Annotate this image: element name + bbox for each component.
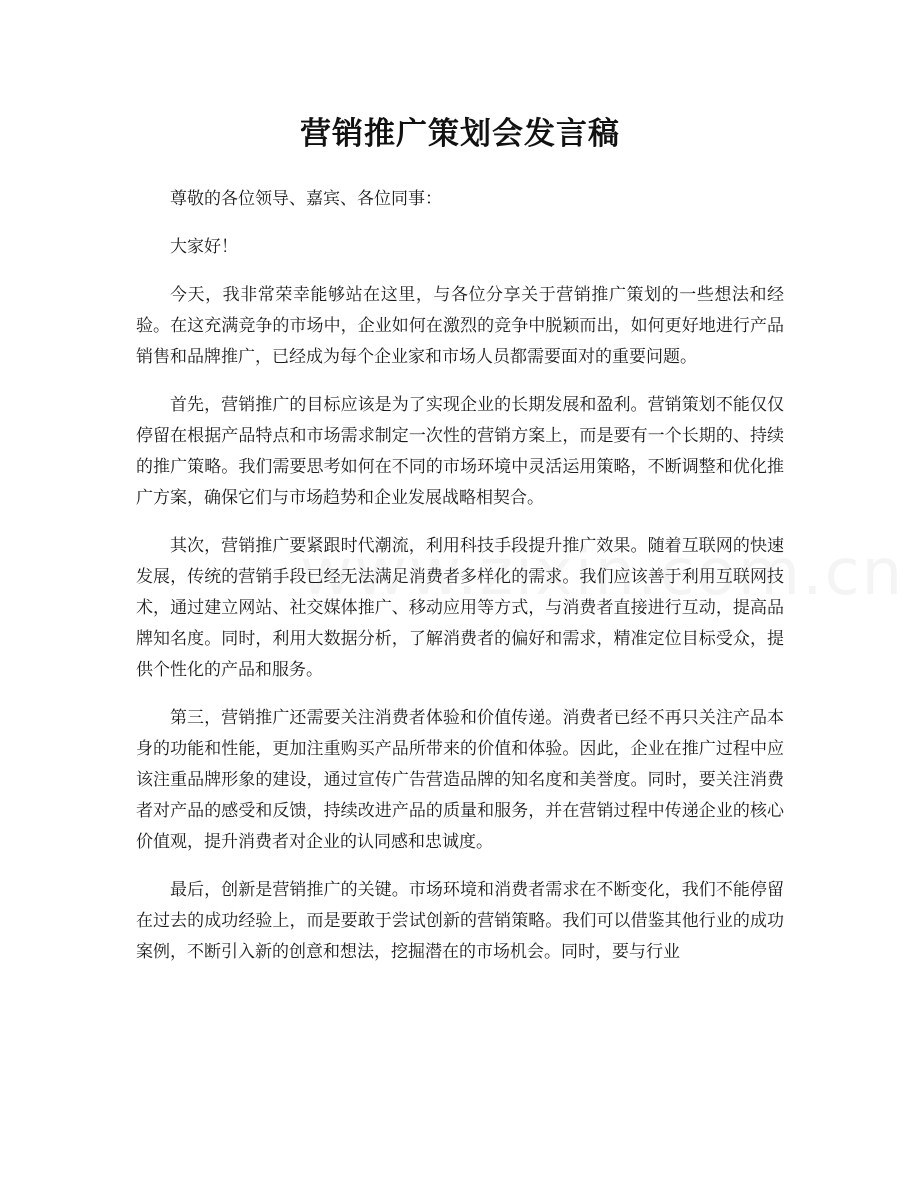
final-point-paragraph: 最后，创新是营销推广的关键。市场环境和消费者需求在不断变化，我们不能停留在过去的成功经验上，而是要敢于尝试创新的营销策略。我们可以借鉴其他行业的成功案例，不断引入新的创意和想法，挖掘潜在的市场机会。同时，要与行业: [136, 880, 784, 962]
document-body: [136, 184, 784, 985]
document-title: 营销推广策划会发言稿: [300, 116, 620, 152]
intro-paragraph: 今天，我非常荣幸能够站在这里，与各位分享关于营销推广策划的一些想法和经验。在这充满竞争的市场中，企业如何在激烈的竞争中脱颖而出，如何更好地进行产品销售和品牌推广，已经成为每个企业家和市场人员都需要面对的重要问题。: [136, 285, 784, 367]
greeting-paragraph: 大家好！: [170, 237, 238, 257]
second-point-paragraph: 其次，营销推广要紧跟时代潮流，利用科技手段提升推广效果。随着互联网的快速发展，传统的营销手段已经无法满足消费者多样化的需求。我们应该善于利用互联网技术，通过建立网站、社交媒体推广、移动应用等方式，与消费者直接进行互动，提高品牌知名度。同时，利用大数据分析，了解消费者的偏好和需求，精准定位目标受众，提供个性化的产品和服务。: [136, 536, 784, 680]
salutation-paragraph: 尊敬的各位领导、嘉宾、各位同事：: [170, 189, 442, 209]
first-point-paragraph: 首先，营销推广的目标应该是为了实现企业的长期发展和盈利。营销策划不能仅仅停留在根据产品特点和市场需求制定一次性的营销方案上，而是要有一个长期的、持续的推广策略。我们需要思考如何在不同的市场环境中灵活运用策略，不断调整和优化推广方案，确保它们与市场趋势和企业发展战略相契合。: [136, 395, 784, 508]
third-point-paragraph: 第三，营销推广还需要关注消费者体验和价值传递。消费者已经不再只关注产品本身的功能和性能，更加注重购买产品所带来的价值和体验。因此，企业在推广过程中应该注重品牌形象的建设，通过宣传广告营造品牌的知名度和美誉度。同时，要关注消费者对产品的感受和反馈，持续改进产品的质量和服务，并在营销过程中传递企业的核心价值观，提升消费者对企业的认同感和忠诚度。: [136, 708, 784, 852]
